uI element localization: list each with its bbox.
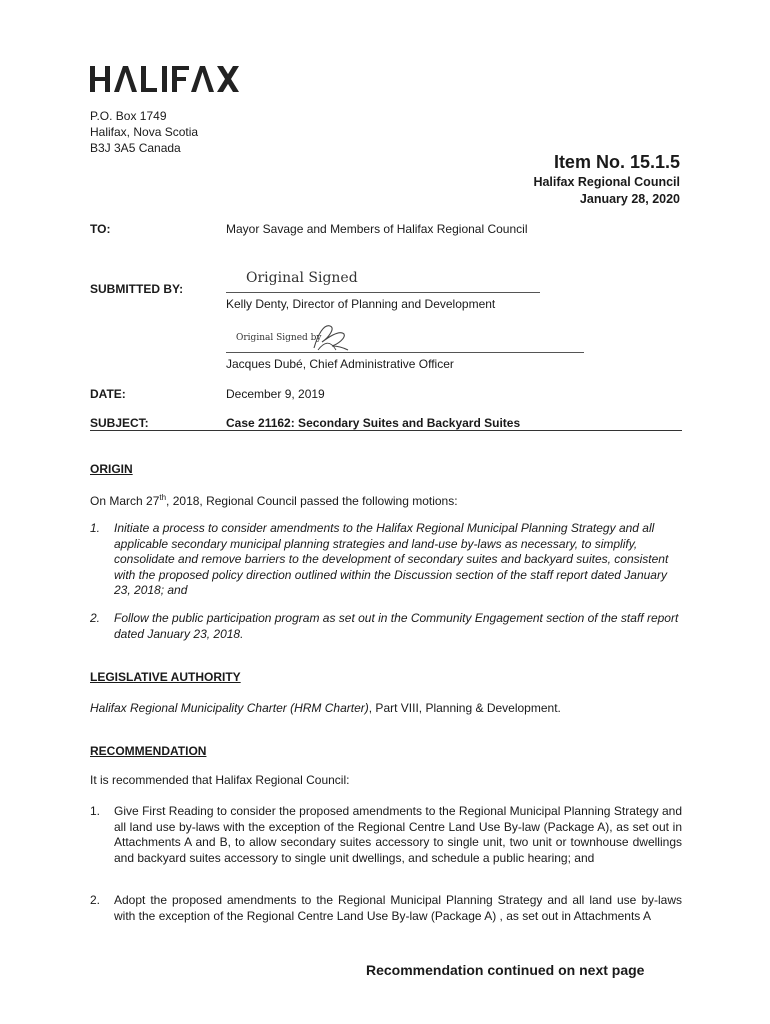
signature-line-2 <box>226 352 584 353</box>
mailing-address <box>90 108 198 156</box>
origin-intro-post: , 2018, Regional Council passed the following motions: <box>166 494 458 508</box>
meeting-date: January 28, 2020 <box>579 192 680 206</box>
continued-notice: Recommendation continued on next page <box>366 962 645 978</box>
submitted-by-label: SUBMITTED BY: <box>90 282 184 296</box>
signature-1: Original Signed <box>246 270 358 286</box>
origin-intro-pre: On March 27 <box>90 494 160 508</box>
signature-2: Original Signed by <box>236 333 322 343</box>
charter-part: , Part VIII, Planning & Development. <box>368 701 561 715</box>
recommendation-item <box>90 804 682 866</box>
origin-motion <box>90 521 682 599</box>
to-value: Mayor Savage and Members of Halifax Regional Council <box>226 222 528 236</box>
date-value: December 9, 2019 <box>226 387 325 401</box>
meeting-info <box>533 174 680 208</box>
list-text: Follow the public participation program as set out in the Community Engagement section of the staff report dated January 23, 2018. <box>114 611 679 641</box>
address-line: Halifax, Nova Scotia <box>90 125 199 139</box>
origin-intro-sup: th <box>159 493 167 502</box>
charter-name: Halifax Regional Municipality Charter (HRM Charter) <box>90 701 369 715</box>
halifax-logo <box>90 62 240 96</box>
recommendation-heading: RECOMMENDATION <box>90 744 207 758</box>
legislative-heading: LEGISLATIVE AUTHORITY <box>90 670 241 684</box>
address-line: B3J 3A5 Canada <box>90 141 181 155</box>
date-label: DATE: <box>90 387 126 401</box>
origin-intro <box>90 490 682 509</box>
list-number: 2. <box>90 611 101 625</box>
list-text: Give First Reading to consider the proposed amendments to the Regional Municipal Planning Strategy and all land use by-laws with the exception of the Regional Centre Land Use By-law (Package A), as set out in Attachments A and B, to allow secondary suites accessory to single unit, two unit or townhouse dwellings and backyard suites accessory to single unit dwellings, and schedule a public hearing; and <box>114 804 682 865</box>
header-divider <box>90 430 682 431</box>
list-number: 2. <box>90 893 101 907</box>
legislative-text <box>90 700 682 716</box>
list-text: Initiate a process to consider amendments to the Halifax Regional Municipal Planning Strategy and all applicable secondary municipal planning strategies and land-use by-laws as necessary, to simplify, consolidate and remove barriers to the development of secondary suites and backyard suites, consistent with the proposed policy direction outlined within the Discussion section of the staff report dated January 23, 2018; and <box>114 521 669 597</box>
council-name: Halifax Regional Council <box>533 175 680 189</box>
list-number: 1. <box>90 804 101 818</box>
origin-motion <box>90 611 682 642</box>
recommendation-intro: It is recommended that Halifax Regional Council: <box>90 773 350 787</box>
signature-line-1 <box>226 292 540 293</box>
subject-value: Case 21162: Secondary Suites and Backyard Suites <box>226 416 521 430</box>
submitter-2: Jacques Dubé, Chief Administrative Officer <box>226 357 454 371</box>
list-text: Adopt the proposed amendments to the Regional Municipal Planning Strategy and all land use by-laws with the exception of the Regional Centre Land Use By-law (Package A) , as set out in Attachments A <box>114 893 682 923</box>
handwritten-signature <box>310 320 350 354</box>
subject-label: SUBJECT: <box>90 416 149 430</box>
submitter-1: Kelly Denty, Director of Planning and Development <box>226 297 496 311</box>
item-number: Item No. 15.1.5 <box>553 152 680 172</box>
list-number: 1. <box>90 521 101 535</box>
origin-heading: ORIGIN <box>90 462 133 476</box>
address-line: P.O. Box 1749 <box>90 109 167 123</box>
to-label: TO: <box>90 222 111 236</box>
recommendation-item <box>90 893 682 924</box>
